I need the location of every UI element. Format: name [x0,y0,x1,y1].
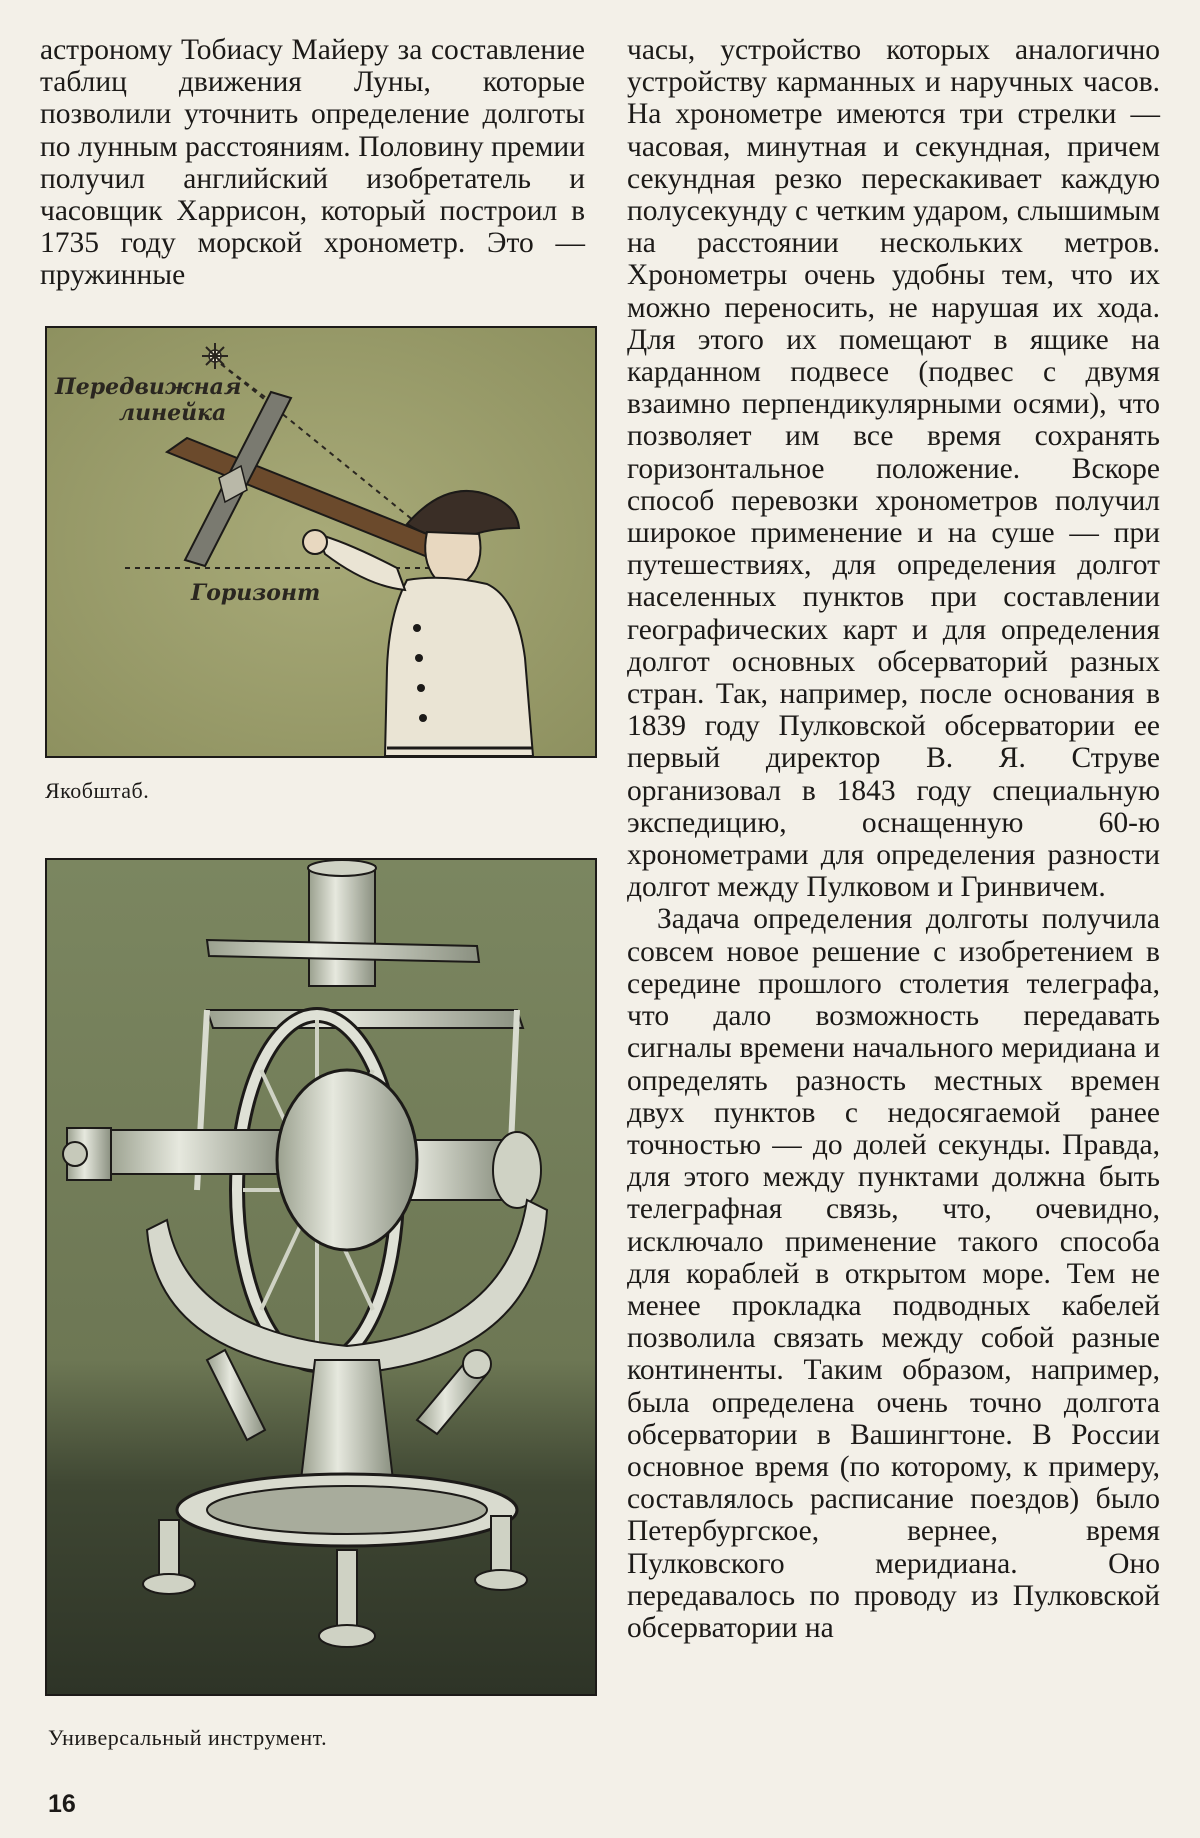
left-column [40,34,585,292]
movable-ruler-label-line2: линейка [119,400,227,426]
figure-2-caption: Универсальный инструмент. [48,1725,328,1750]
right-column [627,34,1160,1644]
right-column-paragraph-2: Задача определения долготы получила совсем новое решение с изобретением в середине прошлого столетия телеграфа, что дало возможность передавать сигналы времени начального меридиана и определять разность местных времен двух пунктов с недосягаемой ранее точностью — до долей секунды. Правда, для этого между пунктами должна быть телеграфная связь, что, очевидно, исключало применение такого способа для кораблей в открытом море. Тем не менее прокладка подводных кабелей позволила связать между собой разные континенты. Таким образом, например, была определена очень точно долгота обсерватории в Вашингтоне. В России основное время (по которому, к примеру, составлялось расписание поездов) было Петербургское, вернее, время Пулковского меридиана. Оно передавалось по проводу из Пулковской обсерватории на [627,903,1160,1644]
universal-instrument-figure [45,858,597,1696]
movable-ruler-label: Передвижная [55,374,242,400]
figure-1-caption: Якобштаб. [45,778,150,803]
jacob-staff-figure [45,326,597,758]
page-number: 16 [48,1790,76,1818]
jacob-staff-illustration [47,328,595,756]
left-column-text: астроному Тобиасу Майеру за составление таблиц движения Луны, которые позволили уточнить определение долготы по лунным расстояниям. Половину премии получил английский изобретатель и часовщик Харрисон, который построил в 1735 году морской хронометр. Это — пружинные [40,34,585,292]
horizon-label: Горизонт [191,580,321,606]
right-column-paragraph-1: часы, устройство которых аналогично устройству карманных и наручных часов. На хронометре имеются три стрелки — часовая, минутная и секундная, причем секундная резко перескакивает каждую полусекунду с четким ударом, слышимым на расстоянии нескольких метров. Хронометры очень удобны тем, что их можно переносить, не нарушая их хода. Для этого их помещают в ящике на карданном подвесе (подвес с двумя взаимно перпендикулярными осями), что позволяет им все время сохранять горизонтальное положение. Вскоре способ перевозки хронометров получил широкое применение и на суше — при путешествиях, для определения долгот населенных пунктов при составлении географических карт и для определения долгот основных обсерваторий разных стран. Так, например, после основания в 1839 году Пулковской обсерватории ее первый директор В. Я. Струве организовал в 1843 году специальную экспедицию, оснащенную 60-ю хронометрами для определения разности долгот между Пулковом и Гринвичем. [627,34,1160,904]
universal-instrument-illustration [47,860,595,1694]
